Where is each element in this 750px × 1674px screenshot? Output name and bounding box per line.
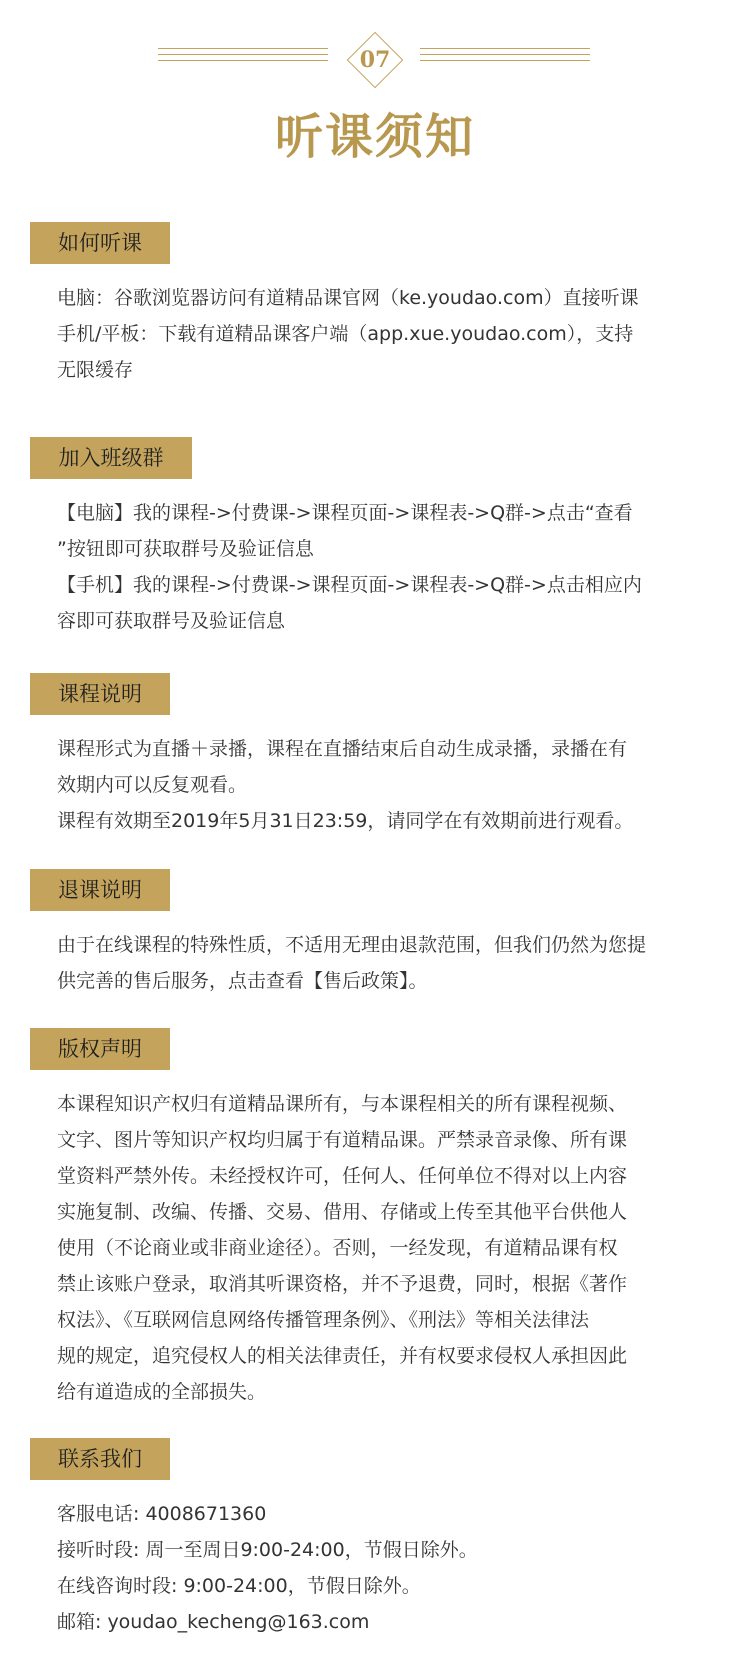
body-line: 客服电话: 4008671360: [57, 1503, 267, 1525]
body-line: 【电脑】我的课程->付费课->课程页面->课程表->Q群->点击“查看: [57, 502, 633, 524]
body-line: 供完善的售后服务，点击查看【售后政策】。: [57, 970, 428, 992]
section-body: [57, 495, 697, 639]
section-body: [57, 731, 697, 839]
section-heading: 课程说明: [30, 673, 170, 715]
body-line: 堂资料严禁外传。未经授权许可，任何人、任何单位不得对以上内容: [57, 1165, 628, 1187]
section-heading: 如何听课: [30, 222, 170, 264]
body-line: 在线咨询时段: 9:00-24:00，节假日除外。: [57, 1575, 421, 1597]
section-body: [57, 280, 697, 388]
body-line: 手机/平板：下载有道精品课客户端（app.xue.youdao.com），支持: [57, 323, 634, 345]
section-heading: 加入班级群: [30, 437, 192, 479]
body-line: 本课程知识产权归有道精品课所有，与本课程相关的所有课程视频、: [57, 1093, 628, 1115]
header-rule-right: [420, 45, 590, 65]
body-line: ”按钮即可获取群号及验证信息: [57, 538, 314, 560]
body-line: 【手机】我的课程->付费课->课程页面->课程表->Q群->点击相应内: [57, 574, 642, 596]
section-heading: 退课说明: [30, 869, 170, 911]
page-header: [0, 0, 750, 170]
body-line: 无限缓存: [57, 359, 134, 381]
body-line: 实施复制、改编、传播、交易、借用、存储或上传至其他平台供他人: [57, 1201, 628, 1223]
page-title: 听课须知: [274, 109, 475, 165]
section-body: [57, 1086, 697, 1410]
body-line: 效期内可以反复观看。: [57, 774, 248, 796]
body-line: 规的规定，追究侵权人的相关法律责任，并有权要求侵权人承担因此: [57, 1345, 628, 1367]
body-line: 接听时段: 周一至周日9:00-24:00，节假日除外。: [57, 1539, 478, 1561]
body-line: 使用（不论商业或非商业途径）。否则，一经发现，有道精品课有权: [57, 1237, 618, 1259]
body-line: 邮箱: youdao_kecheng@163.com: [57, 1611, 370, 1633]
body-line: 给有道造成的全部损失。: [57, 1381, 267, 1403]
body-line: 容即可获取群号及验证信息: [57, 610, 286, 632]
body-line: 课程形式为直播＋录播，课程在直播结束后自动生成录播，录播在有: [57, 738, 628, 760]
section-heading: 联系我们: [30, 1438, 170, 1480]
section-heading: 版权声明: [30, 1028, 170, 1070]
body-line: 权法》、《互联网信息网络传播管理条例》、《刑法》等相关法律法: [57, 1309, 590, 1331]
section-number: 07: [359, 47, 391, 73]
body-line: 课程有效期至2019年5月31日23:59，请同学在有效期前进行观看。: [57, 810, 634, 832]
body-line: 文字、图片等知识产权均归属于有道精品课。严禁录音录像、所有课: [57, 1129, 628, 1151]
body-line: 由于在线课程的特殊性质，不适用无理由退款范围，但我们仍然为您提: [57, 934, 647, 956]
section-body: [57, 1496, 697, 1640]
body-line: 禁止该账户登录，取消其听课资格，并不予退费，同时，根据《著作: [57, 1273, 628, 1295]
body-line: 电脑：谷歌浏览器访问有道精品课官网（ke.youdao.com）直接听课: [57, 287, 639, 309]
section-body: [57, 927, 697, 999]
header-rule-left: [158, 45, 328, 65]
